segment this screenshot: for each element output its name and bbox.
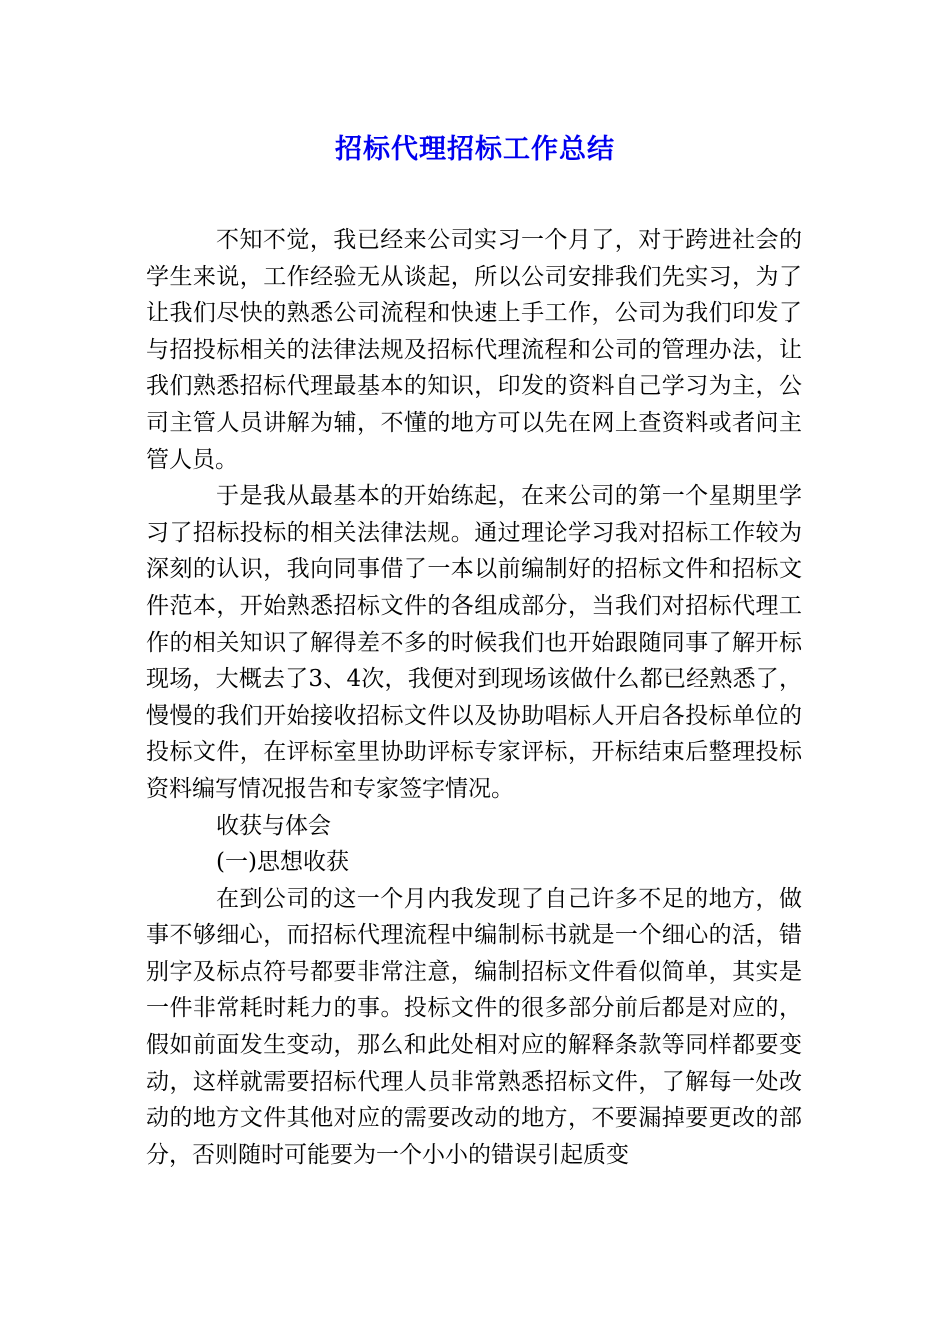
page-title: 招标代理招标工作总结 bbox=[335, 134, 615, 165]
paragraph-thought-gains: 在到公司的这一个月内我发现了自己许多不足的地方，做事不够细心，而招标代理流程中编制标书就是一个细心的活，错别字及标点符号都要非常注意，编制招标文件看似简单，其实是一件非常耗时耗力的事。投标文件的很多部分前后都是对应的，假如前面发生变动，那么和此处相对应的解释条款等同样都要变动，这样就需要招标代理人员非常熟悉招标文件，了解每一处改动的地方文件其他对应的需要改动的地方，不要漏掉要更改的部分，否则随时可能要为一个小小的错误引起质变 bbox=[146, 885, 802, 1168]
subsection-heading-thought: (一)思想收获 bbox=[216, 849, 349, 876]
paragraph-intro: 不知不觉，我已经来公司实习一个月了，对于跨进社会的学生来说，工作经验无从谈起，所以公司安排我们先实习，为了让我们尽快的熟悉公司流程和快速上手工作，公司为我们印发了与招投标相关的法律法规及招标代理流程和公司的管理办法，让我们熟悉招标代理最基本的知识，印发的资料自己学习为主，公司主管人员讲解为辅，不懂的地方可以先在网上查资料或者问主管人员。 bbox=[146, 227, 802, 473]
paragraph-learning: 于是我从最基本的开始练起，在来公司的第一个星期里学习了招标投标的相关法律法规。通过理论学习我对招标工作较为深刻的认识，我向同事借了一本以前编制好的招标文件和招标文件范本，开始熟悉招标文件的各组成部分，当我们对招标代理工作的相关知识了解得差不多的时候我们也开始跟随同事了解开标现场，大概去了3、4次，我便对到现场该做什么都已经熟悉了，慢慢的我们开始接收招标文件以及协助唱标人开启各投标单位的投标文件，在评标室里协助评标专家评标，开标结束后整理投标资料编写情况报告和专家签字情况。 bbox=[146, 483, 802, 802]
section-heading-gains: 收获与体会 bbox=[216, 812, 331, 839]
body-text bbox=[146, 222, 802, 1173]
